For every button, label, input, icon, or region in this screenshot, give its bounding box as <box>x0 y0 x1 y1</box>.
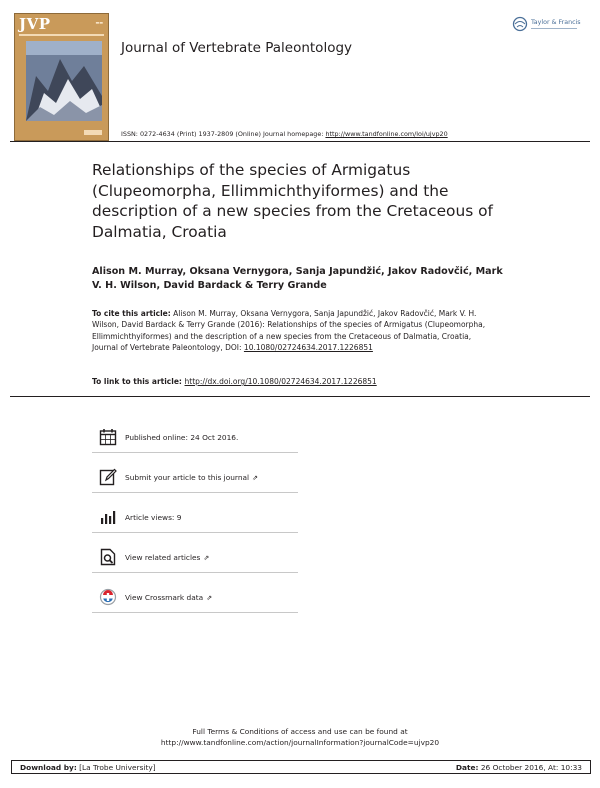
journal-cover <box>14 13 109 141</box>
article-views-text: Article views: 9 <box>125 513 182 522</box>
cover-subtitle-bar <box>19 34 104 36</box>
related-articles-row[interactable] <box>92 540 298 573</box>
related-articles-link[interactable] <box>125 553 209 562</box>
terms-url-link[interactable]: http://www.tandfonline.com/action/journalInformation?journalCode=ujvp20 <box>160 738 440 747</box>
cover-volume-mark: ▬▬ <box>95 20 103 25</box>
external-link-icon: ⇗ <box>203 554 210 562</box>
publisher-logo[interactable] <box>512 14 586 40</box>
publisher-tagline-bar <box>531 28 577 29</box>
downloaded-by-value: [La Trobe University] <box>76 762 156 772</box>
header-divider <box>10 141 590 142</box>
related-articles-icon <box>99 548 117 566</box>
article-authors: Alison M. Murray, Oksana Vernygora, Sanja Japundžić, Jakov Radovčić, Mark V. H. Wilson, David Bardack & Terry Grande <box>92 266 503 291</box>
submit-article-label: Submit your article to this journal <box>125 473 250 482</box>
publisher-name: Taylor & Francis <box>531 19 581 26</box>
cover-logo: JVP <box>19 15 51 33</box>
download-date-value: 26 October 2016, At: 10:33 <box>478 762 582 772</box>
crossmark-link[interactable] <box>125 593 212 602</box>
citation-block <box>92 308 492 354</box>
citation-divider <box>10 396 590 397</box>
downloaded-by <box>20 763 156 772</box>
terms-line: Full Terms & Conditions of access and use can be found at <box>192 727 408 736</box>
published-online-text: Published online: 24 Oct 2016. <box>125 433 239 442</box>
crossmark-icon <box>99 588 117 606</box>
article-views-row <box>92 500 298 533</box>
download-info-bar <box>11 760 591 774</box>
crossmark-row[interactable] <box>92 580 298 613</box>
citation-text: Alison M. Murray, Oksana Vernygora, Sanja Japundžić, Jakov Radovčić, Mark V. H. Wilson, David Bardack & Terry Grande (2016): Relationships of the species of Armigatus (Clupeomorpha, Ellimmichthyiformes) and the description of a new species from the Cretaceous of Dalmatia, Croatia, Journal of Vertebrate Paleontology, DOI: <box>92 309 486 353</box>
journal-homepage-link[interactable]: http://www.tandfonline.com/loi/ujvp20 <box>325 130 448 138</box>
cover-footer-bar <box>84 130 102 135</box>
link-label: To link to this article: <box>92 377 185 386</box>
related-articles-label: View related articles <box>125 553 201 562</box>
terms-block <box>100 726 500 748</box>
published-online-row <box>92 420 298 453</box>
article-link-line <box>92 377 377 386</box>
article-doi-link[interactable]: http://dx.doi.org/10.1080/02724634.2017.1226851 <box>184 377 377 386</box>
article-title: Relationships of the species of Armigatus (Clupeomorpha, Ellimmichthyiformes) and the description of a new species from the Cretaceous of Dalmatia, Croatia <box>92 161 493 241</box>
bar-chart-icon <box>99 508 117 526</box>
submit-article-row[interactable] <box>92 460 298 493</box>
submit-article-link[interactable] <box>125 473 258 482</box>
external-link-icon: ⇗ <box>206 594 213 602</box>
issn-text: ISSN: 0272-4634 (Print) 1937-2809 (Online) Journal homepage: <box>121 130 326 138</box>
downloaded-by-label: Download by: <box>20 762 77 772</box>
edit-icon <box>99 468 117 486</box>
crossmark-label: View Crossmark data <box>125 593 204 602</box>
external-link-icon: ⇗ <box>252 474 258 482</box>
download-date-label: Date: <box>455 762 479 772</box>
cover-photo <box>26 41 102 121</box>
journal-title: Journal of Vertebrate Paleontology <box>121 40 353 56</box>
calendar-icon <box>99 428 117 446</box>
issn-line <box>121 130 448 138</box>
publisher-ring-icon <box>512 16 528 32</box>
download-date <box>456 763 582 772</box>
citation-label: To cite this article: <box>92 309 171 318</box>
citation-doi-link[interactable]: 10.1080/02724634.2017.1226851 <box>243 343 373 353</box>
